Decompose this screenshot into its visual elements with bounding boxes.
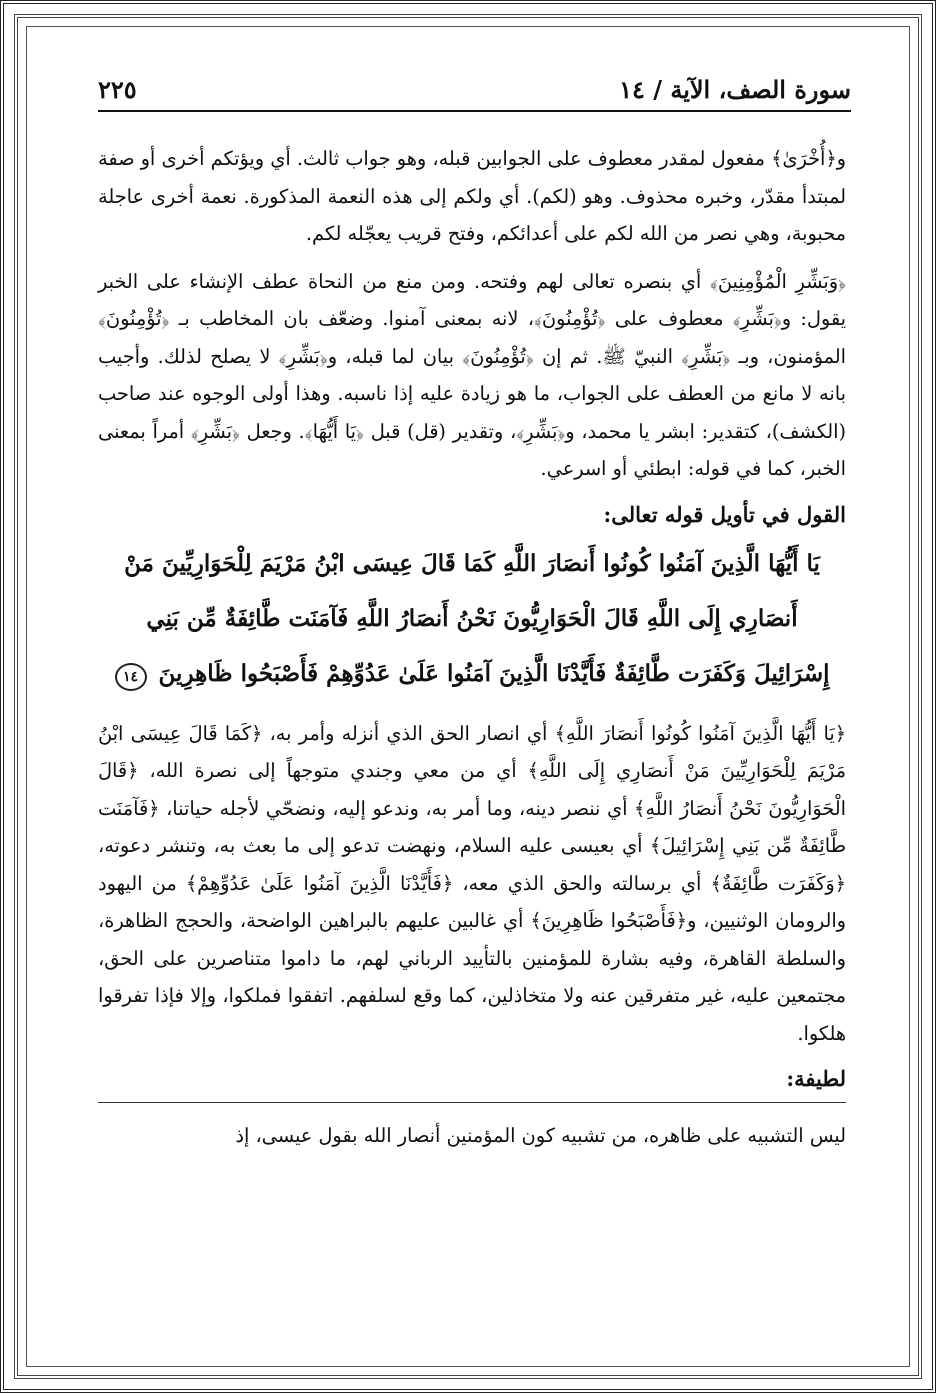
page-header [98, 68, 851, 112]
latifa-paragraph: ليس التشبيه على ظاهره، من تشبيه كون المؤمنين أنصار الله بقول عيسى، إذ [235, 1124, 846, 1147]
divider [98, 1102, 846, 1103]
tafsir-paragraph: ﴿يَا أَيُّهَا الَّذِينَ آمَنُوا كُونُوا أَنصَارَ اللَّهِ﴾ أي انصار الحق الذي أنزله وأمر به، ﴿كَمَا قَالَ عِيسَى ابْنُ مَرْيَمَ لِلْحَوَارِيِّينَ مَنْ أَنصَارِي إِلَى اللَّهِ﴾ أي من معي وجندي متوجهاً إلى نصرة الله، ﴿قَالَ الْحَوَارِيُّونَ نَحْنُ أَنصَارُ اللَّهِ﴾ أي ننصر دينه، وما أمر به، وندعو إليه، ونضحّي لأجله حياتنا، ﴿فَآمَنَت طَّائِفَةٌ مِّن بَنِي إِسْرَائِيلَ﴾ أي بعيسى عليه السلام، ونهضت تدعو إلى ما بعث به، وتنشر دعوته، ﴿وَكَفَرَت طَّائِفَةٌ﴾ أي برسالته والحق الذي معه، ﴿فَأَيَّدْنَا الَّذِينَ آمَنُوا عَلَىٰ عَدُوِّهِمْ﴾ من اليهود والرومان الوثنيين، و﴿فَأَصْبَحُوا ظَاهِرِينَ﴾ أي غالبين عليهم بالبراهين الواضحة، والحجج الظاهرة، والسلطة القاهرة، وفيه بشارة للمؤمنين بالتأييد الرباني لهم، ما داموا متناصرين على الحق، مجتمعين عليه، غير متفرقين عنه ولا متخاذلين، كما وقع لسلفهم. اتفقوا فملكوا، وإلا فإذا تفرقوا هلكوا. [98, 721, 846, 1045]
verse-number-marker: ١٤ [115, 663, 147, 691]
section-heading: القول في تأويل قوله تعالى: [603, 501, 846, 527]
paragraph-2: ﴿وَبَشِّرِ الْمُؤْمِنِينَ﴾ أي بنصره تعالى لهم وفتحه. ومن منع من النحاة عطف الإنشاء على الخبر يقول: و﴿بَشِّرِ﴾ معطوف على ﴿تُؤْمِنُونَ﴾، لانه بمعنى آمنوا. وضعّف بان المخاطب بـ ﴿تُؤْمِنُونَ﴾ المؤمنون، وبـ ﴿بَشِّرِ﴾ النبيّ ﷺ. ثم إن ﴿تُؤْمِنُونَ﴾ بيان لما قبله، و﴿بَشِّرِ﴾ لا يصلح لذلك. وأجيب بانه لا مانع من العطف على الجواب، ما هو زيادة عليه إذا ناسبه. وهذا أولى الوجوه عند صاحب (الكشف)، كتقدير: ابشر يا محمد، و﴿بَشِّرِ﴾، وتقدير (قل) قبل ﴿يَا أَيُّهَا﴾. وجعل ﴿بَشِّرِ﴾ أمراً بمعنى الخبر، كما في قوله: ابطئي أو اسرعي. [98, 269, 846, 480]
verse-text: يَا أَيُّهَا الَّذِينَ آمَنُوا كُونُوا أَنصَارَ اللَّهِ كَمَا قَالَ عِيسَى ابْنُ مَرْيَمَ لِلْحَوَارِيِّينَ مَنْ أَنصَارِي إِلَى اللَّهِ قَالَ الْحَوَارِيُّونَ نَحْنُ أَنصَارُ اللَّهِ فَآمَنَت طَّائِفَةٌ مِّن بَنِي إِسْرَائِيلَ وَكَفَرَت طَّائِفَةٌ فَأَيَّدْنَا الَّذِينَ آمَنُوا عَلَىٰ عَدُوِّهِمْ فَأَصْبَحُوا ظَاهِرِينَ [124, 549, 830, 687]
latifa-heading: لطيفة: [786, 1066, 846, 1091]
page-number: ٢٢٥ [98, 75, 137, 104]
surah-title: سورة الصف، الآية / ١٤ [619, 75, 851, 104]
quran-verse [98, 536, 846, 701]
page-content [98, 140, 846, 1165]
paragraph-1: و﴿أُخْرَىٰ﴾ مفعول لمقدر معطوف على الجوابين قبله، وهو جواب ثالث. أي ويؤتكم أخرى أو صفة لمبتدأ مقدّر، وخبره محذوف. وهو (لكم). أي ولكم إلى هذه النعمة المذكورة. نعمة أخرى عاجلة محبوبة، وهي نصر من الله لكم على أعدائكم، وفتح قريب يعجّله لكم. [98, 147, 846, 245]
